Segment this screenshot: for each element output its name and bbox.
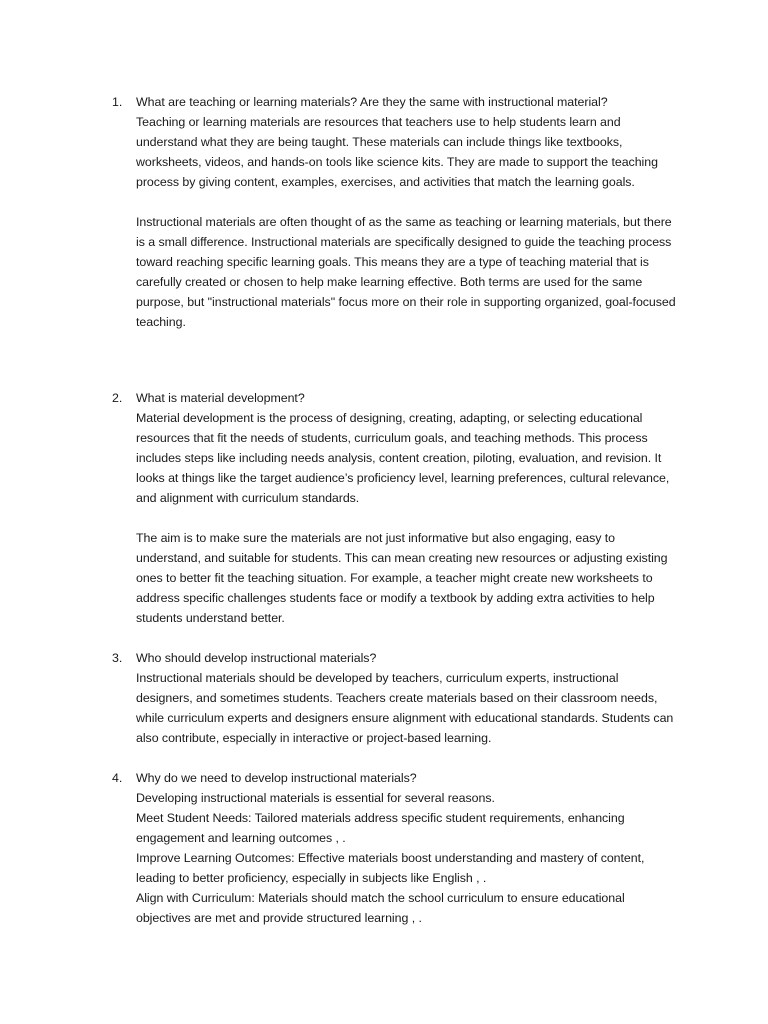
list-item <box>112 768 678 928</box>
answer-line: Align with Curriculum: Materials should match the school curriculum to ensure educational objectives are met and provide structured learning , . <box>136 891 625 925</box>
answer-paragraph: Material development is the process of designing, creating, adapting, or selecting educational resources that fit the needs of students, curriculum goals, and teaching methods. This process includes steps like including needs analysis, content creation, piloting, evaluation, and revision. It looks at things like the target audience’s proficiency level, learning preferences, cultural relevance, and alignment with curriculum standards. <box>136 411 670 505</box>
list-item <box>112 388 678 628</box>
question-list <box>112 92 678 928</box>
answer-line: Developing instructional materials is essential for several reasons. <box>136 791 495 805</box>
item-number: 2. <box>112 391 123 405</box>
item-number: 3. <box>112 651 123 665</box>
item-number: 4. <box>112 771 123 785</box>
list-item <box>112 92 678 332</box>
answer-paragraph: Teaching or learning materials are resources that teachers use to help students learn and understand what they are being taught. These materials can include things like textbooks, worksheets, videos, and hands-on tools like science kits. They are made to support the teaching process by giving content, examples, exercises, and activities that match the learning goals. <box>136 115 658 189</box>
answer-line: Improve Learning Outcomes: Effective materials boost understanding and mastery of content, leading to better proficiency, especially in subjects like English , . <box>136 851 645 885</box>
answer-line: Meet Student Needs: Tailored materials address specific student requirements, enhancing engagement and learning outcomes , . <box>136 811 625 845</box>
answer-paragraph: The aim is to make sure the materials are not just informative but also engaging, easy to understand, and suitable for students. This can mean creating new resources or adjusting existing ones to better fit the teaching situation. For example, a teacher might create new worksheets to address specific challenges students face or modify a textbook by adding extra activities to help students understand better. <box>136 531 668 625</box>
item-number: 1. <box>112 95 123 109</box>
list-item <box>112 648 678 748</box>
question-text: What are teaching or learning materials? Are they the same with instructional material? <box>136 95 608 109</box>
question-text: Why do we need to develop instructional materials? <box>136 771 417 785</box>
answer-paragraph: Instructional materials are often thought of as the same as teaching or learning materials, but there is a small difference. Instructional materials are specifically designed to guide the teaching process toward reaching specific learning goals. This means they are a type of teaching material that is carefully created or chosen to help make learning effective. Both terms are used for the same purpose, but "instructional materials" focus more on their role in supporting organized, goal-focused teaching. <box>136 215 676 329</box>
question-text: What is material development? <box>136 391 305 405</box>
question-text: Who should develop instructional materials? <box>136 651 377 665</box>
answer-paragraph: Instructional materials should be developed by teachers, curriculum experts, instructional designers, and sometimes students. Teachers create materials based on their classroom needs, while curriculum experts and designers ensure alignment with educational standards. Students can also contribute, especially in interactive or project-based learning. <box>136 671 674 745</box>
